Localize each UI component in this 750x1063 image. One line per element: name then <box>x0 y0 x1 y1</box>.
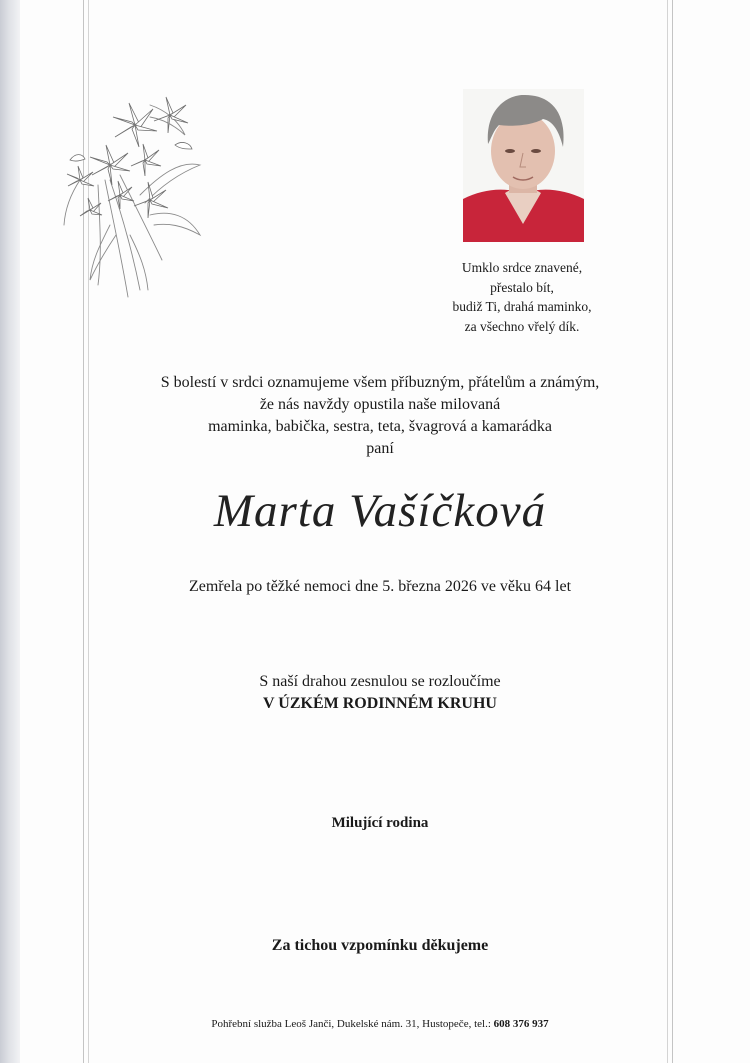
farewell-line: S naší drahou zesnulou se rozloučíme <box>259 673 501 690</box>
border-line-right-outer <box>672 0 673 1063</box>
thanks-line: Za tichou vzpomínku děkujeme <box>271 937 489 954</box>
death-notice: Zemřela po těžké nemoci dne 5. března 2026 ve věku 64 let <box>188 578 572 595</box>
footer-text: Pohřební služba Leoš Janči, Dukelské nám. 31, Hustopeče, tel.: <box>211 1018 494 1030</box>
farewell-emphasis: V ÚZKÉM RODINNÉM KRUHU <box>263 695 497 712</box>
lily-bouquet-icon <box>50 85 205 300</box>
poem-line: přestalo bít, <box>490 279 554 295</box>
announcement-line: maminka, babička, sestra, teta, švagrová a kamarádka <box>208 418 552 435</box>
family-signature: Milující rodina <box>331 815 429 831</box>
footer-phone: 608 376 937 <box>493 1018 549 1030</box>
portrait-icon <box>463 89 584 242</box>
border-line-right-inner <box>667 0 668 1063</box>
announcement-line: paní <box>366 440 394 457</box>
funeral-service-footer <box>70 1018 690 1030</box>
scan-edge-shadow <box>0 0 20 1063</box>
memorial-poem <box>400 258 644 336</box>
announcement-line: že nás navždy opustila naše milovaná <box>259 396 501 413</box>
poem-line: za všechno vřelý dík. <box>464 318 580 334</box>
announcement-text <box>95 372 665 460</box>
portrait-photo <box>463 89 584 242</box>
announcement-line: S bolestí v srdci oznamujeme všem příbuzným, přátelům a známým, <box>160 374 600 391</box>
poem-line: budiž Ti, drahá maminko, <box>452 299 592 314</box>
farewell-info <box>95 671 665 715</box>
deceased-name: Marta Vašíčková <box>213 485 547 537</box>
poem-line: Umklo srdce znavené, <box>461 260 583 275</box>
